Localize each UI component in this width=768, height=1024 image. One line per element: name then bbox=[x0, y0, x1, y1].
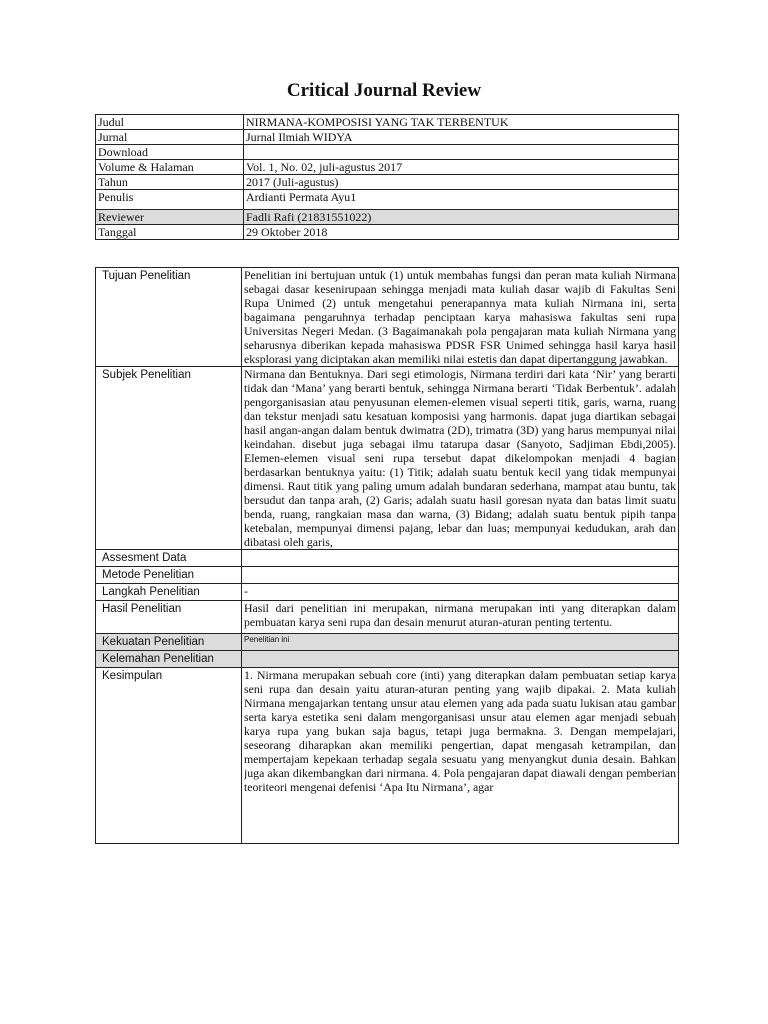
meta-value: Jurnal Ilmiah WIDYA bbox=[244, 130, 679, 145]
review-label: Tujuan Penelitian bbox=[96, 268, 242, 367]
review-row-kelemahan bbox=[96, 651, 679, 668]
review-row-kesimpulan bbox=[96, 668, 679, 844]
meta-row-reviewer bbox=[96, 210, 679, 225]
meta-value: Vol. 1, No. 02, juli-agustus 2017 bbox=[244, 160, 679, 175]
review-row-tujuan bbox=[96, 268, 679, 367]
review-value: Nirmana dan Bentuknya. Dari segi etimologis, Nirmana terdiri dari kata ‘Nir’ yang berarti tidak dan ‘Mana’ yang berarti bentuk, sehingga Nirmana berarti ‘Tidak Berbentuk’. adalah pengorganisasian atau penyusunan elemen-elemen visual seperti titik, garis, warna, ruang dan tekstur menjadi satu kesatuan komposisi yang harmonis. dapat juga diartikan sebagai hasil angan-angan dalam bentuk dwimatra (2D), trimatra (3D) yang harus mempunyai nilai keindahan. disebut juga sebagai ilmu tatarupa dasar (Sanyoto, Sadjiman Ebdi,2005). Elemen-elemen visual seni rupa tersebut dapat dikelompokan menjadi 4 bagian berdasarkan bentuknya yaitu: (1) Titik; adalah suatu bentuk kecil yang tidak mempunyai dimensi. Raut titik yang paling umum adalah bundaran sederhana, mampat atau buntu, tak bersudut dan tanpa arah, (2) Garis; adalah suatu hasil goresan nyata dan batas limit suatu benda, ruang, rangkaian masa dan warna, (3) Bidang; adalah suatu bentuk pipih tanpa ketebalan, mempunyai dimensi pajang, lebar dan luas; mempunyai kedudukan, arah dan dibatasi oleh garis, bbox=[242, 367, 679, 550]
review-row-hasil bbox=[96, 601, 679, 634]
meta-row-judul bbox=[96, 115, 679, 130]
meta-row-volume bbox=[96, 160, 679, 175]
meta-row-penulis bbox=[96, 190, 679, 210]
review-row-assesment bbox=[96, 550, 679, 567]
review-value-cell bbox=[242, 668, 679, 844]
review-label: Assesment Data bbox=[96, 550, 242, 567]
review-label: Kelemahan Penelitian bbox=[96, 651, 242, 668]
review-value: Hasil dari penelitian ini merupakan, nirmana merupakan inti yang diterapkan dalam pembuatan karya seni rupa dan desain menurut aturan-aturan penting tertentu. bbox=[242, 601, 679, 634]
review-row-kekuatan bbox=[96, 634, 679, 651]
review-value bbox=[242, 550, 679, 567]
review-row-langkah bbox=[96, 584, 679, 601]
document-title: Critical Journal Review bbox=[286, 80, 482, 101]
review-label: Kesimpulan bbox=[96, 668, 242, 844]
review-value: Penelitian ini bertujuan untuk (1) untuk membahas fungsi dan peran mata kuliah Nirmana sebagai dasar kesenirupaan sehingga menjadi mata kuliah dasar wajib di Fakultas Seni Rupa Unimed (2) untuk mengetahui penerapannya mata kuliah Nirmana ini, serta bagaimana pengaruhnya terhadap penciptaan karya mahasiswa fakultas seni rupa Universitas Negeri Medan. (3 Bagaimanakah pola pengajaran mata kuliah Nirmana yang seharusnya diberikan kepada mahasiswa PDSR FSR Unimed sehingga hasil karya hasil eksplorasi yang diciptakan akan memiliki nilai estetis dan dapat dipertanggung jawabkan. bbox=[242, 268, 679, 367]
meta-value: 2017 (Juli-agustus) bbox=[244, 175, 679, 190]
review-label: Metode Penelitian bbox=[96, 567, 242, 584]
meta-label: Judul bbox=[96, 115, 244, 130]
meta-value: 29 Oktober 2018 bbox=[244, 225, 679, 240]
review-label: Langkah Penelitian bbox=[96, 584, 242, 601]
meta-row-tahun bbox=[96, 175, 679, 190]
review-row-subjek bbox=[96, 367, 679, 550]
review-value: Penelitian ini bbox=[242, 634, 679, 651]
review-label: Subjek Penelitian bbox=[96, 367, 242, 550]
meta-label: Volume & Halaman bbox=[96, 160, 244, 175]
review-label: Hasil Penelitian bbox=[96, 601, 242, 634]
meta-row-jurnal bbox=[96, 130, 679, 145]
meta-value bbox=[244, 145, 679, 160]
meta-label: Tahun bbox=[96, 175, 244, 190]
review-value bbox=[242, 651, 679, 668]
review-value: 1. Nirmana merupakan sebuah core (inti) yang diterapkan dalam pembuatan setiap karya seni rupa dan desain yaitu aturan-aturan penting yang wajib dipakai. 2. Mata kuliah Nirmana mengajarkan tentang unsur atau elemen yang ada pada suatu lukisan atau gambar serta karya estetika seni dalam mengorganisasi unsur atau elemen agar menjadi sebuah karya rupa yang bukan saja bagus, tetapi juga bermakna. 3. Dengan mempelajari, seseorang diharapkan akan memiliki pengertian, dapat mengasah ketrampilan, dan mempertajam kepekaan terhadap segala sesuatu yang menyangkut dunia desain. Bahkan juga akan dikembangkan dari nirmana. 4. Pola pengajaran dapat diawali dengan pemberian teoriteori mengenai defenisi ‘Apa Itu Nirmana’, agar bbox=[244, 668, 676, 794]
meta-label: Tanggal bbox=[96, 225, 244, 240]
meta-label: Download bbox=[96, 145, 244, 160]
meta-row-tanggal bbox=[96, 225, 679, 240]
meta-label: Jurnal bbox=[96, 130, 244, 145]
review-label: Kekuatan Penelitian bbox=[96, 634, 242, 651]
meta-row-download bbox=[96, 145, 679, 160]
meta-label: Penulis bbox=[96, 190, 244, 210]
review-table bbox=[95, 267, 679, 844]
meta-value: Ardianti Permata Ayu1 bbox=[244, 190, 679, 210]
review-row-metode bbox=[96, 567, 679, 584]
review-value bbox=[242, 567, 679, 584]
review-value: - bbox=[242, 584, 679, 601]
meta-label: Reviewer bbox=[96, 210, 244, 225]
meta-value: Fadli Rafi (21831551022) bbox=[244, 210, 679, 225]
metadata-table bbox=[95, 114, 679, 240]
meta-value: NIRMANA-KOMPOSISI YANG TAK TERBENTUK bbox=[244, 115, 679, 130]
